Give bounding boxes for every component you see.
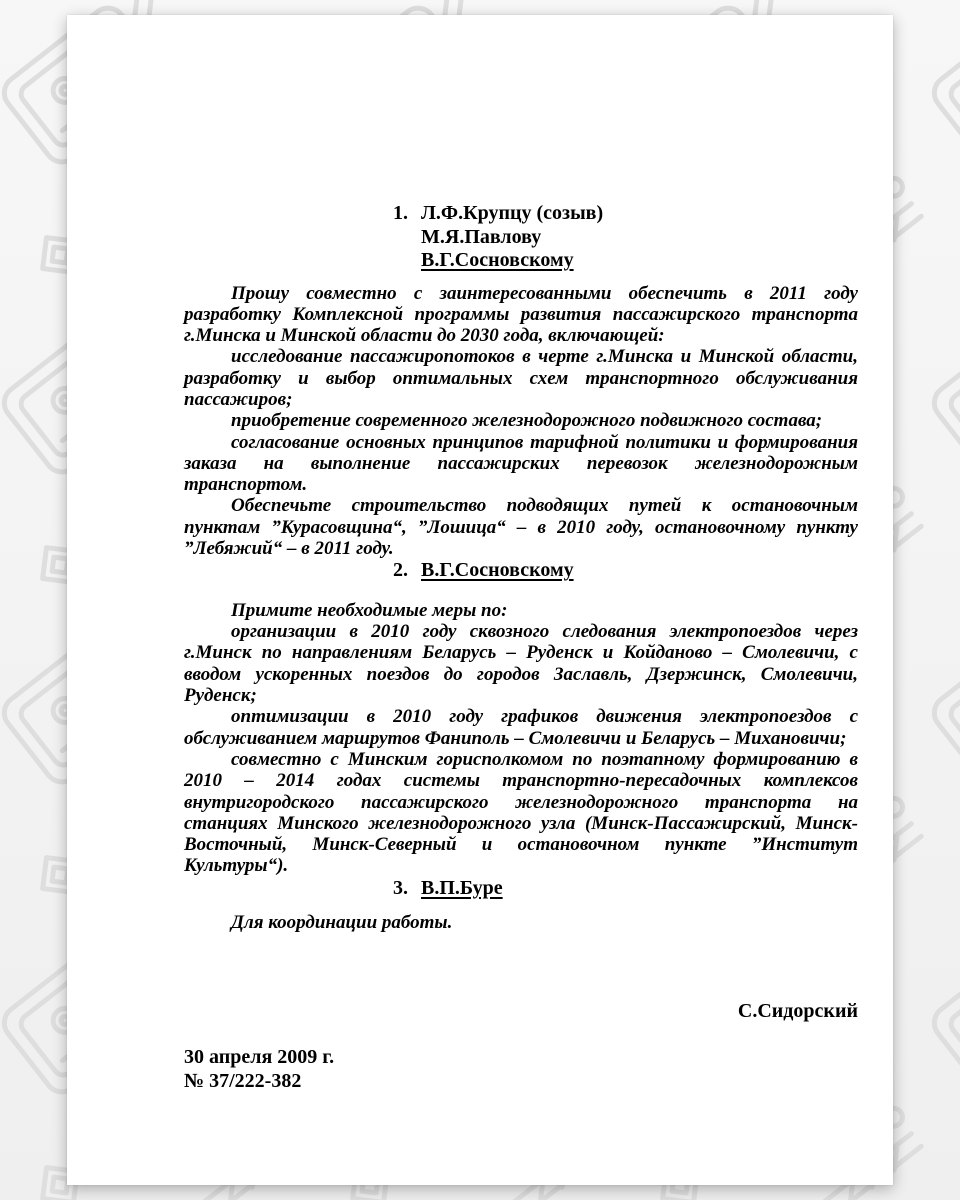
- addressee: Л.Ф.Крупцу (созыв): [421, 202, 604, 224]
- section-2: [184, 559, 858, 876]
- paragraph: приобретение современного железнодорожного подвижного состава;: [231, 410, 823, 432]
- section-3-heading: [184, 877, 858, 901]
- paragraph: организации в 2010 году сквозного следования электропоездов через г.Минск по направлениям Беларусь – Руденск и Койданово – Смолевичи, с вводом ускоренных поездов до городов Заславль, Дзержинск, Смолевичи, Руденск;: [184, 621, 858, 707]
- addressee: В.Г.Сосновскому: [421, 559, 574, 582]
- document-number: № 37/222-382: [184, 1069, 302, 1092]
- addressee-list: [421, 202, 603, 273]
- addressee-list: [421, 877, 503, 901]
- addressee: В.Г.Сосновскому: [421, 249, 574, 271]
- paragraph: Примите необходимые меры по:: [231, 599, 508, 621]
- section-1-heading: [184, 202, 858, 273]
- document-date: 30 апреля 2009 г.: [184, 1046, 335, 1069]
- document-page: [67, 15, 893, 1185]
- paragraph: Для координации работы.: [231, 912, 453, 934]
- addressee: В.П.Буре: [421, 876, 503, 899]
- paragraph: совместно с Минским горисполкомом по поэтапному формированию в 2010 – 2014 годах системы транспортно-пересадочных комплексов внутригородского пассажирского железнодорожного транспорта на станциях Минского железнодорожного узла (Минск-Пассажирский, Минск-Восточный, Минск-Северный и остановочном пункте ”Институт Культуры“).: [184, 748, 858, 877]
- paragraph: исследование пассажиропотоков в черте г.Минска и Минской области, разработку и выбор оптимальных схем транспортного обслуживания пассажиров;: [184, 346, 858, 410]
- section-number: 2.: [393, 559, 408, 582]
- addressee: М.Я.Павлову: [421, 225, 542, 248]
- section-3: [184, 877, 858, 934]
- signature-name: С.Сидорский: [737, 999, 858, 1022]
- section-1: [184, 202, 858, 559]
- paragraph: Обеспечьте строительство подводящих путей к остановочным пунктам ”Курасовщина“, ”Лошица“ – в 2010 году, остановочному пункту ”Лебяжий“ – в 2011 году.: [184, 495, 858, 560]
- paragraph: Прошу совместно с заинтересованными обеспечить в 2011 году разработку Комплексной программы развития пассажирского транспорта г.Минска и Минской области до 2030 года, включающей:: [184, 282, 858, 347]
- section-2-heading: [184, 559, 858, 583]
- section-number: 3.: [393, 876, 408, 899]
- paragraph: оптимизации в 2010 году графиков движения электропоездов с обслуживанием маршрутов Фаниполь – Смолевичи и Беларусь – Михановичи;: [184, 706, 858, 749]
- date-block: [184, 1046, 858, 1093]
- paragraph: согласование основных принципов тарифной политики и формирования заказа на выполнение пассажирских перевозок железнодорожным транспортом.: [184, 431, 858, 496]
- section-number: 1.: [393, 202, 408, 224]
- addressee-list: [421, 559, 574, 583]
